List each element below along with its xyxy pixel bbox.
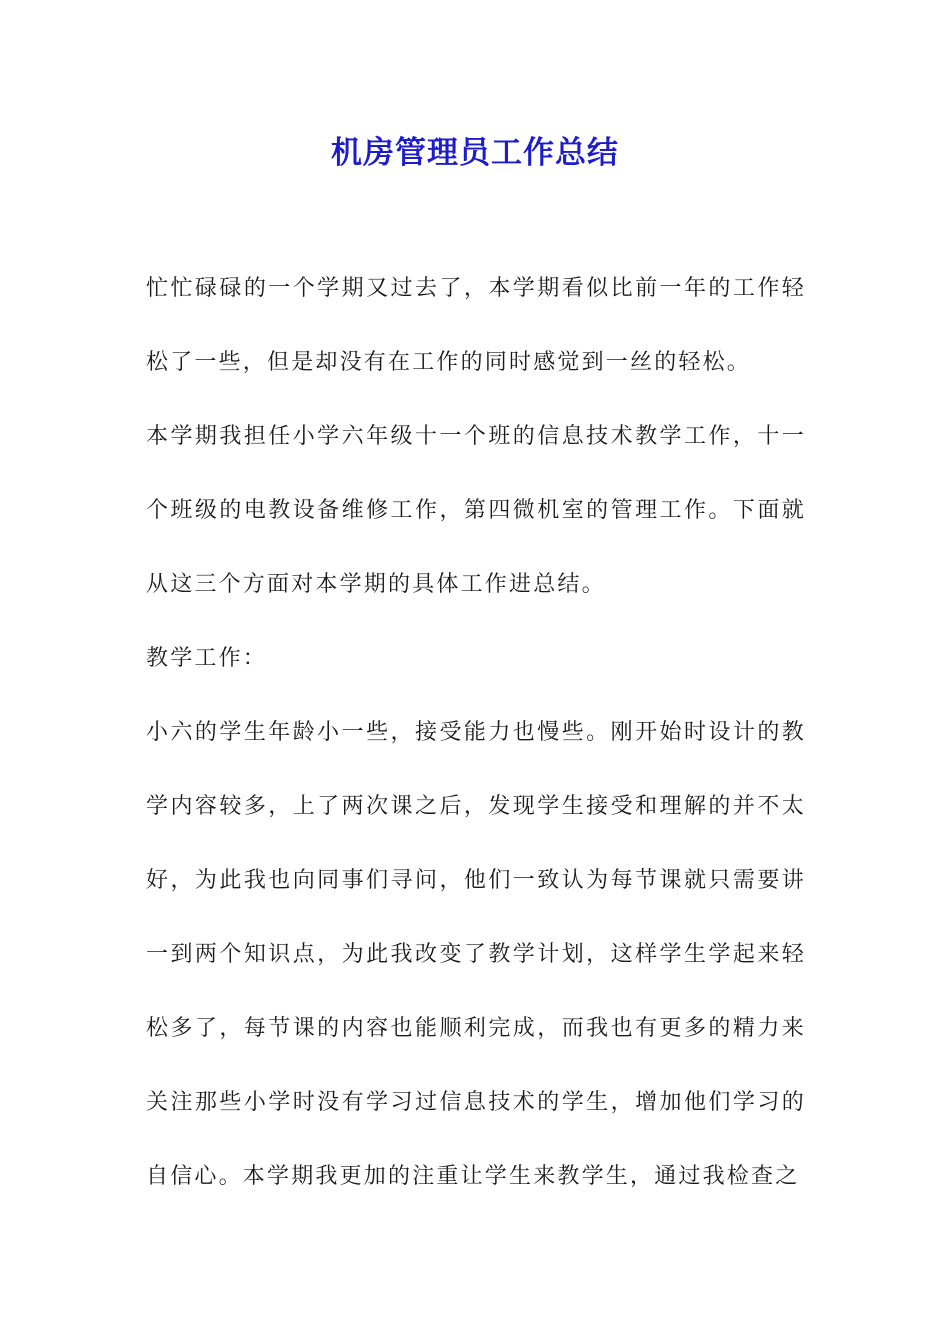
paragraph-text: 忙忙碌碌的一个学期又过去了，本学期看似比前一年的工作轻松了一些，但是却没有在工作的同时感觉到一丝的轻松。 [146,276,806,375]
paragraph-text: 小六的学生年龄小一些，接受能力也慢些。刚开始时设计的教学内容较多，上了两次课之后，发现学生接受和理解的并不太好，为此我也向同事们寻问，他们一致认为每节课就只需要讲一到两个知识点，为此我改变了教学计划，这样学生学起来轻松多了，每节课的内容也能顺利完成，而我也有更多的精力来关注那些小学时没有学习过信息技术的学生，增加他们学习的自信心。本学期我更加的注重让学生来教学生，通过我检查之 [146,720,806,1189]
paragraph-text: 本学期我担任小学六年级十一个班的信息技术教学工作，十一个班级的电教设备维修工作，第四微机室的管理工作。下面就从这三个方面对本学期的具体工作进总结。 [146,424,806,597]
paragraph-teaching [146,696,806,1214]
paragraph-intro [146,252,806,400]
section-heading: 教学工作： [146,646,268,671]
document-title: 机房管理员工作总结 [331,135,619,171]
section-heading-teaching [146,622,806,696]
paragraph-responsibilities [146,400,806,622]
